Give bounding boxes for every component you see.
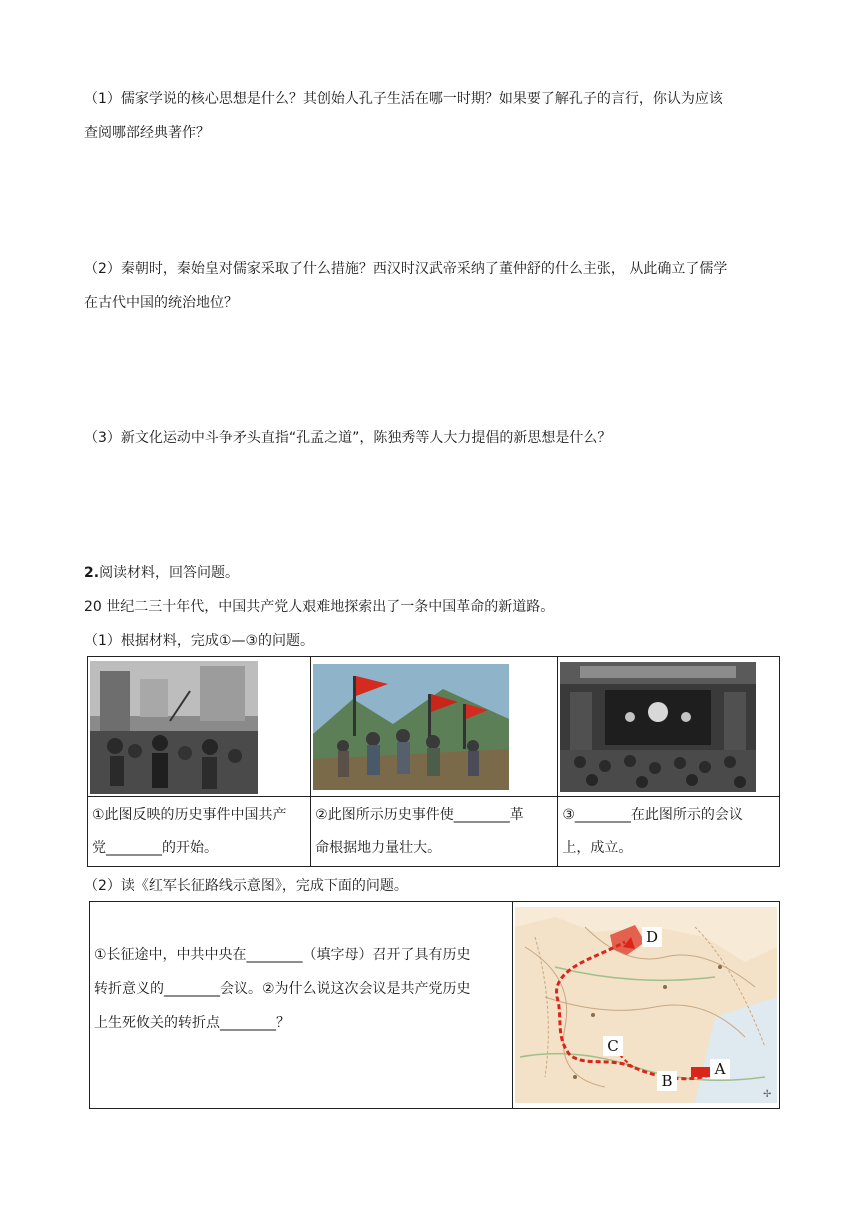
map-label-d: D <box>642 927 662 947</box>
map-label-a: A <box>710 1059 730 1079</box>
q2-part2-prompt: （2）读《红军长征路线示意图》，完成下面的问题。 <box>84 878 408 894</box>
caption-cell-1 <box>88 797 311 867</box>
caption-2-line2: 命根据地力量壮大。 <box>315 840 442 856</box>
map-label-b: B <box>657 1071 677 1091</box>
long-march-map <box>515 907 777 1103</box>
photo-cell-2 <box>311 657 558 797</box>
caption-cell-2 <box>311 797 558 867</box>
map-cell <box>513 902 780 1109</box>
caption-cell-3 <box>558 797 780 867</box>
q2-intro: 阅读材料，回答问题。 <box>99 565 240 581</box>
map-question-line3: 上生死攸关的转折点________？ <box>94 1015 290 1031</box>
q2-material: 20 世纪二三十年代，中国共产党人艰难地探索出了一条中国革命的新道路。 <box>84 599 555 615</box>
map-question-line2: 转折意义的________会议。②为什么说这次会议是共产党历史 <box>94 981 471 997</box>
q2-part1-prompt: （1）根据材料，完成①—③的问题。 <box>84 633 315 649</box>
photo-table <box>87 656 780 867</box>
photo-soviet-congress <box>560 662 756 792</box>
caption-3-line2: 上，成立。 <box>562 840 633 856</box>
q1-part1-line2: 查阅哪部经典著作？ <box>84 125 210 141</box>
map-label-c: C <box>603 1036 623 1056</box>
photo-jinggangshan-meeting <box>313 664 509 790</box>
map-question-line1: ①长征途中，中共中央在________（填字母）召开了具有历史 <box>94 947 471 963</box>
q1-part2-line1: （2）秦朝时，秦始皇对儒家采取了什么措施？西汉时汉武帝采纳了董仲舒的什么主张， 从此确立了儒学 <box>84 261 728 277</box>
q1-part2-line2: 在古代中国的统治地位？ <box>84 295 238 311</box>
q1-part1-line1: （1）儒家学说的核心思想是什么？其创始人孔子生活在哪一时期？如果要了解孔子的言行，你认为应该 <box>84 91 723 107</box>
photo-cell-1 <box>88 657 311 797</box>
photo-cell-3 <box>558 657 780 797</box>
caption-1-line2: 党________的开始。 <box>92 840 218 856</box>
map-table <box>89 901 780 1109</box>
q1-part3-line1: （3）新文化运动中斗争矛头直指“孔孟之道”，陈独秀等人大力提倡的新思想是什么？ <box>84 430 612 446</box>
q2-number: 2. <box>84 565 100 581</box>
photo-nanchang-uprising <box>90 661 258 794</box>
q2-heading <box>84 563 239 583</box>
map-question-cell <box>90 902 513 1109</box>
svg-text:✢: ✢ <box>763 1089 772 1100</box>
caption-2-line1: ②此图所示历史事件使________革 <box>315 807 524 823</box>
caption-3-line1: ③________在此图所示的会议 <box>562 807 743 823</box>
caption-1-line1: ①此图反映的历史事件中国共产 <box>92 807 287 823</box>
